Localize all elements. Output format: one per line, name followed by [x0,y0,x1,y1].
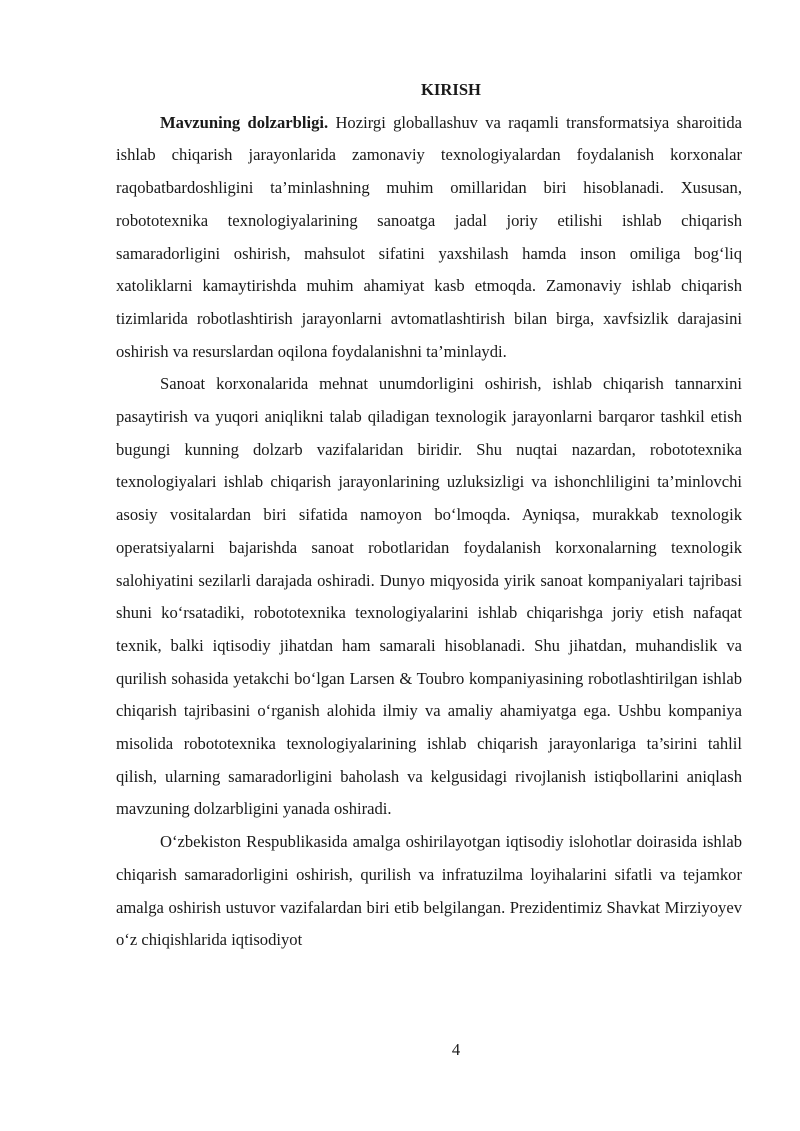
paragraph-text: Hozirgi globallashuv va raqamli transformatsiya sharoitida ishlab chiqarish jarayonlarida zamonaviy texnologiyalardan foydalanish korxonalar raqobatbardoshligini ta’minlashning muhim omillaridan biri hisoblanadi. Xususan, robototexnika texnologiyalarining sanoatga jadal joriy etilishi ishlab chiqarish samaradorligini oshirish, mahsulot sifatini yaxshilash hamda inson omiliga bog‘liq xatoliklarni kamaytirishda muhim ahamiyat kasb etmoqda. Zamonaviy ishlab chiqarish tizimlarida robotlashtirish jarayonlarni avtomatlashtirish bilan birga, xavfsizlik darajasini oshirish va resurslardan oqilona foydalanishni ta’minlaydi. [116,112,743,361]
section-heading: KIRISH [421,80,481,99]
page-number: 4 [451,1040,461,1059]
document-body [116,74,742,957]
paragraph-relevance [116,107,742,369]
paragraph-lead: Mavzuning dolzarbligi. [160,112,329,132]
paragraph-uzbekistan: O‘zbekiston Respublikasida amalga oshirilayotgan iqtisodiy islohotlar doirasida ishlab chiqarish samaradorligini oshirish, qurilish va infratuzilma loyihalarini sifatli va tejamkor amalga oshirish ustuvor vazifalardan biri etib belgilangan. Prezidentimiz Shavkat Mirziyoyev o‘z chiqishlarida iqtisodiyot [116,832,742,950]
paragraph-industry: Sanoat korxonalarida mehnat unumdorligini oshirish, ishlab chiqarish tannarxini pasaytirish va yuqori aniqlikni talab qiladigan texnologik jarayonlarni barqaror tashkil etish bugungi kunning dolzarb vazifalaridan biridir. Shu nuqtai nazardan, robototexnika texnologiyalari ishlab chiqarish jarayonlarining uzluksizligi va ishonchliligini ta’minlovchi asosiy vositalardan biri sifatida namoyon bo‘lmoqda. Ayniqsa, murakkab texnologik operatsiyalarni bajarishda sanoat robotlaridan foydalanish korxonalarning texnologik salohiyatini sezilarli darajada oshiradi. Dunyo miqyosida yirik sanoat kompaniyalari tajribasi shuni ko‘rsatadiki, robototexnika texnologiyalarini ishlab chiqarishga joriy etish nafaqat texnik, balki iqtisodiy jihatdan ham samarali hisoblanadi. Shu jihatdan, muhandislik va qurilish sohasida yetakchi bo‘lgan Larsen & Toubro kompaniyasining robotlashtirilgan ishlab chiqarish tajribasini o‘rganish alohida ilmiy va amaliy ahamiyatga ega. Ushbu kompaniya misolida robototexnika texnologiyalarining ishlab chiqarish jarayonlariga ta’sirini tahlil qilish, ularning samaradorligini baholash va kelgusidagi rivojlanish istiqbollarini aniqlash mavzuning dolzarbligini yanada oshiradi. [116,374,742,819]
